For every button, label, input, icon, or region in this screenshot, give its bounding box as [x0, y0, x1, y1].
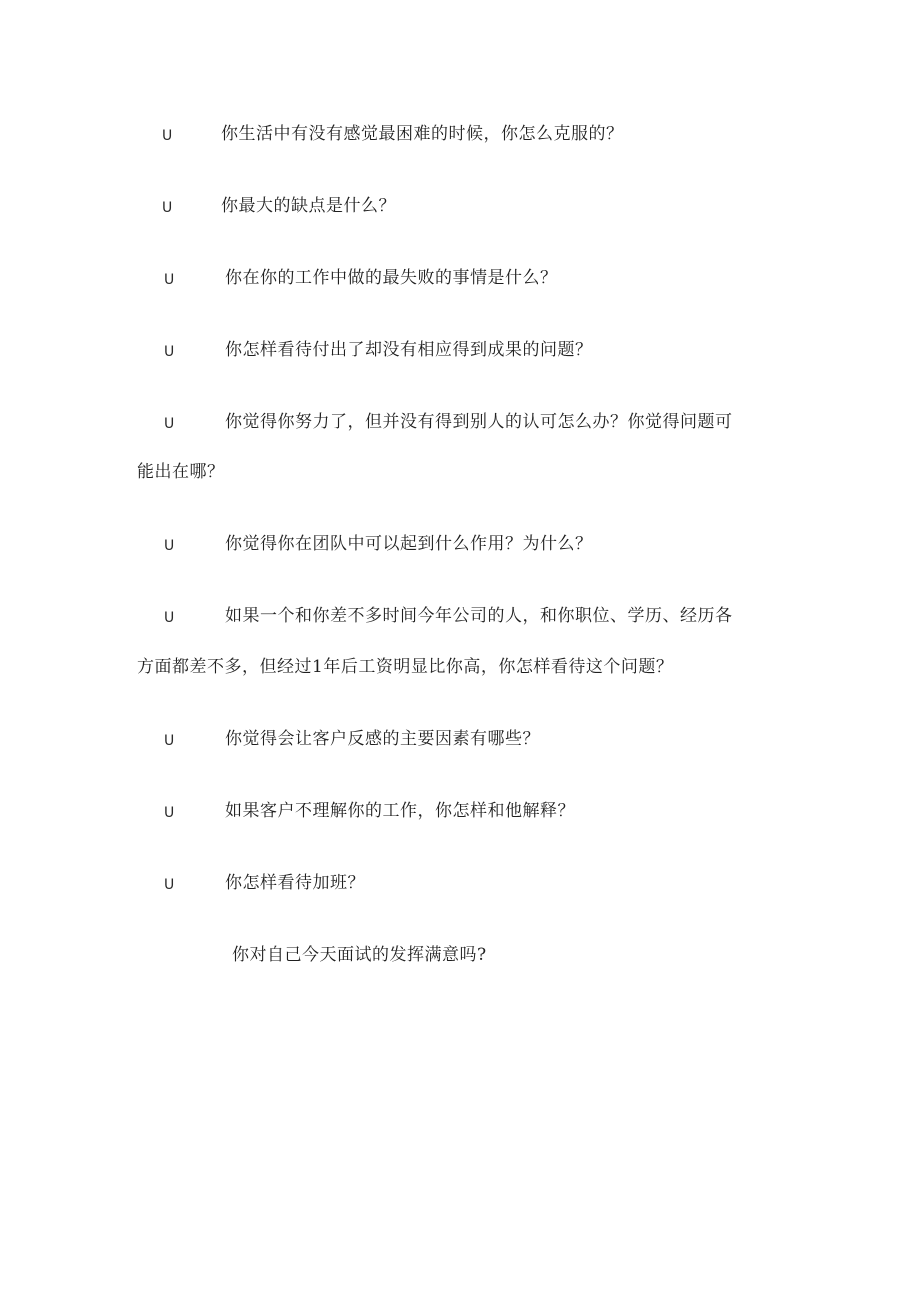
question-text-continued: 能出在哪？	[137, 462, 225, 482]
question-text: 你最大的缺点是什么？	[221, 196, 396, 216]
closing-question: 你对自己今天面试的发挥满意吗?	[232, 945, 487, 965]
question-text: 你觉得会让客户反感的主要因素有哪些？	[225, 729, 540, 749]
bullet-marker: U	[164, 610, 175, 626]
bullet-marker: U	[164, 805, 175, 821]
question-text: 如果客户不理解你的工作，你怎样和他解释？	[225, 801, 575, 821]
bullet-marker: U	[164, 344, 175, 360]
bullet-marker: U	[162, 128, 173, 144]
bullet-marker: U	[164, 272, 175, 288]
question-text-continued: 方面都差不多，但经过1年后工资明显比你高，你怎样看待这个问题？	[137, 657, 674, 677]
question-text: 你生活中有没有感觉最困难的时候，你怎么克服的？	[221, 124, 624, 144]
question-text: 如果一个和你差不多时间今年公司的人，和你职位、学历、经历各	[225, 606, 733, 626]
bullet-marker: U	[164, 877, 175, 893]
question-text: 你怎样看待付出了却没有相应得到成果的问题？	[225, 340, 593, 360]
question-text: 你怎样看待加班？	[225, 873, 365, 893]
question-text: 你在你的工作中做的最失败的事情是什么？	[225, 268, 558, 288]
bullet-marker: U	[162, 200, 173, 216]
bullet-marker: U	[164, 733, 175, 749]
question-text: 你觉得你在团队中可以起到什么作用？为什么？	[225, 534, 593, 554]
question-text: 你觉得你努力了，但并没有得到别人的认可怎么办？你觉得问题可	[225, 412, 733, 432]
bullet-marker: U	[164, 538, 175, 554]
bullet-marker: U	[164, 416, 175, 432]
